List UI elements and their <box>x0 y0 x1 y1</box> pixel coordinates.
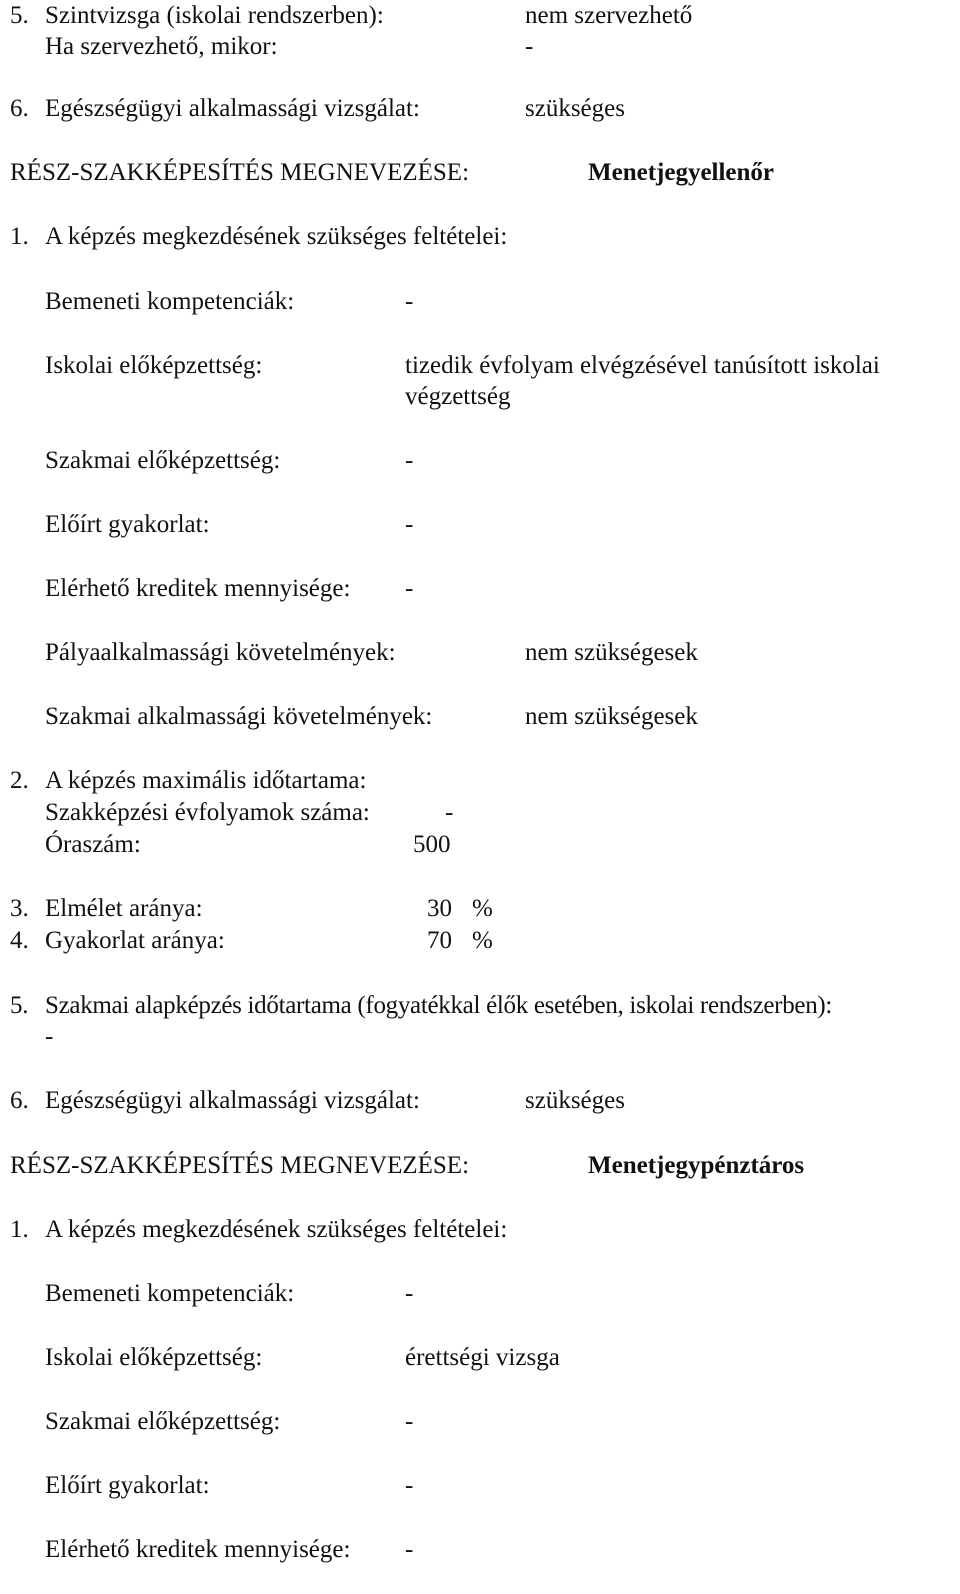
school-qualification-value-cont: végzettség <box>405 383 511 410</box>
practice-ratio-unit: % <box>472 927 493 954</box>
item-number: 5. <box>10 992 29 1019</box>
input-competencies-value: - <box>405 288 414 315</box>
basic-training-duration-value: - <box>45 1023 54 1050</box>
exam-when-label: Ha szervezhető, mikor: <box>45 33 278 60</box>
item-number: 5. <box>10 2 29 29</box>
professional-aptitude-value: nem szükségesek <box>525 703 698 730</box>
item-number: 1. <box>10 1216 29 1243</box>
school-qualification-label: Iskolai előképzettség: <box>45 1344 263 1371</box>
basic-training-duration-label: Szakmai alapképzés időtartama (fogyatékkal élők esetében, iskolai rendszerben): <box>45 992 833 1019</box>
professional-qualification-label: Szakmai előképzettség: <box>45 447 281 474</box>
required-practice-value: - <box>405 511 414 538</box>
item-number: 6. <box>10 95 29 122</box>
item-number: 1. <box>10 223 29 250</box>
credits-label: Elérhető kreditek mennyisége: <box>45 575 351 602</box>
professional-qualification-value: - <box>405 1408 414 1435</box>
qualification-heading-label: RÉSZ-SZAKKÉPESÍTÉS MEGNEVEZÉSE: <box>10 1152 470 1179</box>
career-aptitude-label: Pályaalkalmassági követelmények: <box>45 639 396 666</box>
qualification-heading-label: RÉSZ-SZAKKÉPESÍTÉS MEGNEVEZÉSE: <box>10 159 470 186</box>
prerequisites-heading: A képzés megkezdésének szükséges feltételei: <box>45 223 508 250</box>
item-number: 3. <box>10 895 29 922</box>
professional-aptitude-label: Szakmai alkalmassági követelmények: <box>45 703 433 730</box>
school-qualification-label: Iskolai előképzettség: <box>45 352 263 379</box>
career-aptitude-value: nem szükségesek <box>525 639 698 666</box>
theory-ratio-label: Elmélet aránya: <box>45 895 203 922</box>
required-practice-label: Előírt gyakorlat: <box>45 511 210 538</box>
school-qualification-value: tizedik évfolyam elvégzésével tanúsított iskolai <box>405 352 880 379</box>
credits-value: - <box>405 575 414 602</box>
input-competencies-value: - <box>405 1280 414 1307</box>
max-duration-heading: A képzés maximális időtartama: <box>45 767 367 794</box>
grade-count-value: - <box>445 799 454 826</box>
practice-ratio-value: 70 <box>427 927 452 954</box>
professional-qualification-value: - <box>405 447 414 474</box>
input-competencies-label: Bemeneti kompetenciák: <box>45 1280 295 1307</box>
health-check-label: Egészségügyi alkalmassági vizsgálat: <box>45 1087 420 1114</box>
theory-ratio-unit: % <box>472 895 493 922</box>
exam-when-value: - <box>525 33 534 60</box>
exam-value: nem szervezhető <box>525 2 693 29</box>
qualification-heading-value: Menetjegyellenőr <box>588 159 775 186</box>
grade-count-label: Szakképzési évfolyamok száma: <box>45 799 370 826</box>
prerequisites-heading: A képzés megkezdésének szükséges feltételei: <box>45 1216 508 1243</box>
exam-label: Szintvizsga (iskolai rendszerben): <box>45 2 384 29</box>
professional-qualification-label: Szakmai előképzettség: <box>45 1408 281 1435</box>
item-number: 6. <box>10 1087 29 1114</box>
hours-value: 500 <box>413 831 451 858</box>
credits-value: - <box>405 1536 414 1563</box>
qualification-heading-value: Menetjegypénztáros <box>588 1152 805 1179</box>
practice-ratio-label: Gyakorlat aránya: <box>45 927 225 954</box>
input-competencies-label: Bemeneti kompetenciák: <box>45 288 295 315</box>
required-practice-value: - <box>405 1472 414 1499</box>
item-number: 2. <box>10 767 29 794</box>
health-check-value: szükséges <box>525 95 625 122</box>
item-number: 4. <box>10 927 29 954</box>
health-check-value: szükséges <box>525 1087 625 1114</box>
credits-label: Elérhető kreditek mennyisége: <box>45 1536 351 1563</box>
required-practice-label: Előírt gyakorlat: <box>45 1472 210 1499</box>
school-qualification-value: érettségi vizsga <box>405 1344 560 1371</box>
theory-ratio-value: 30 <box>427 895 452 922</box>
health-check-label: Egészségügyi alkalmassági vizsgálat: <box>45 95 420 122</box>
hours-label: Óraszám: <box>45 831 141 858</box>
